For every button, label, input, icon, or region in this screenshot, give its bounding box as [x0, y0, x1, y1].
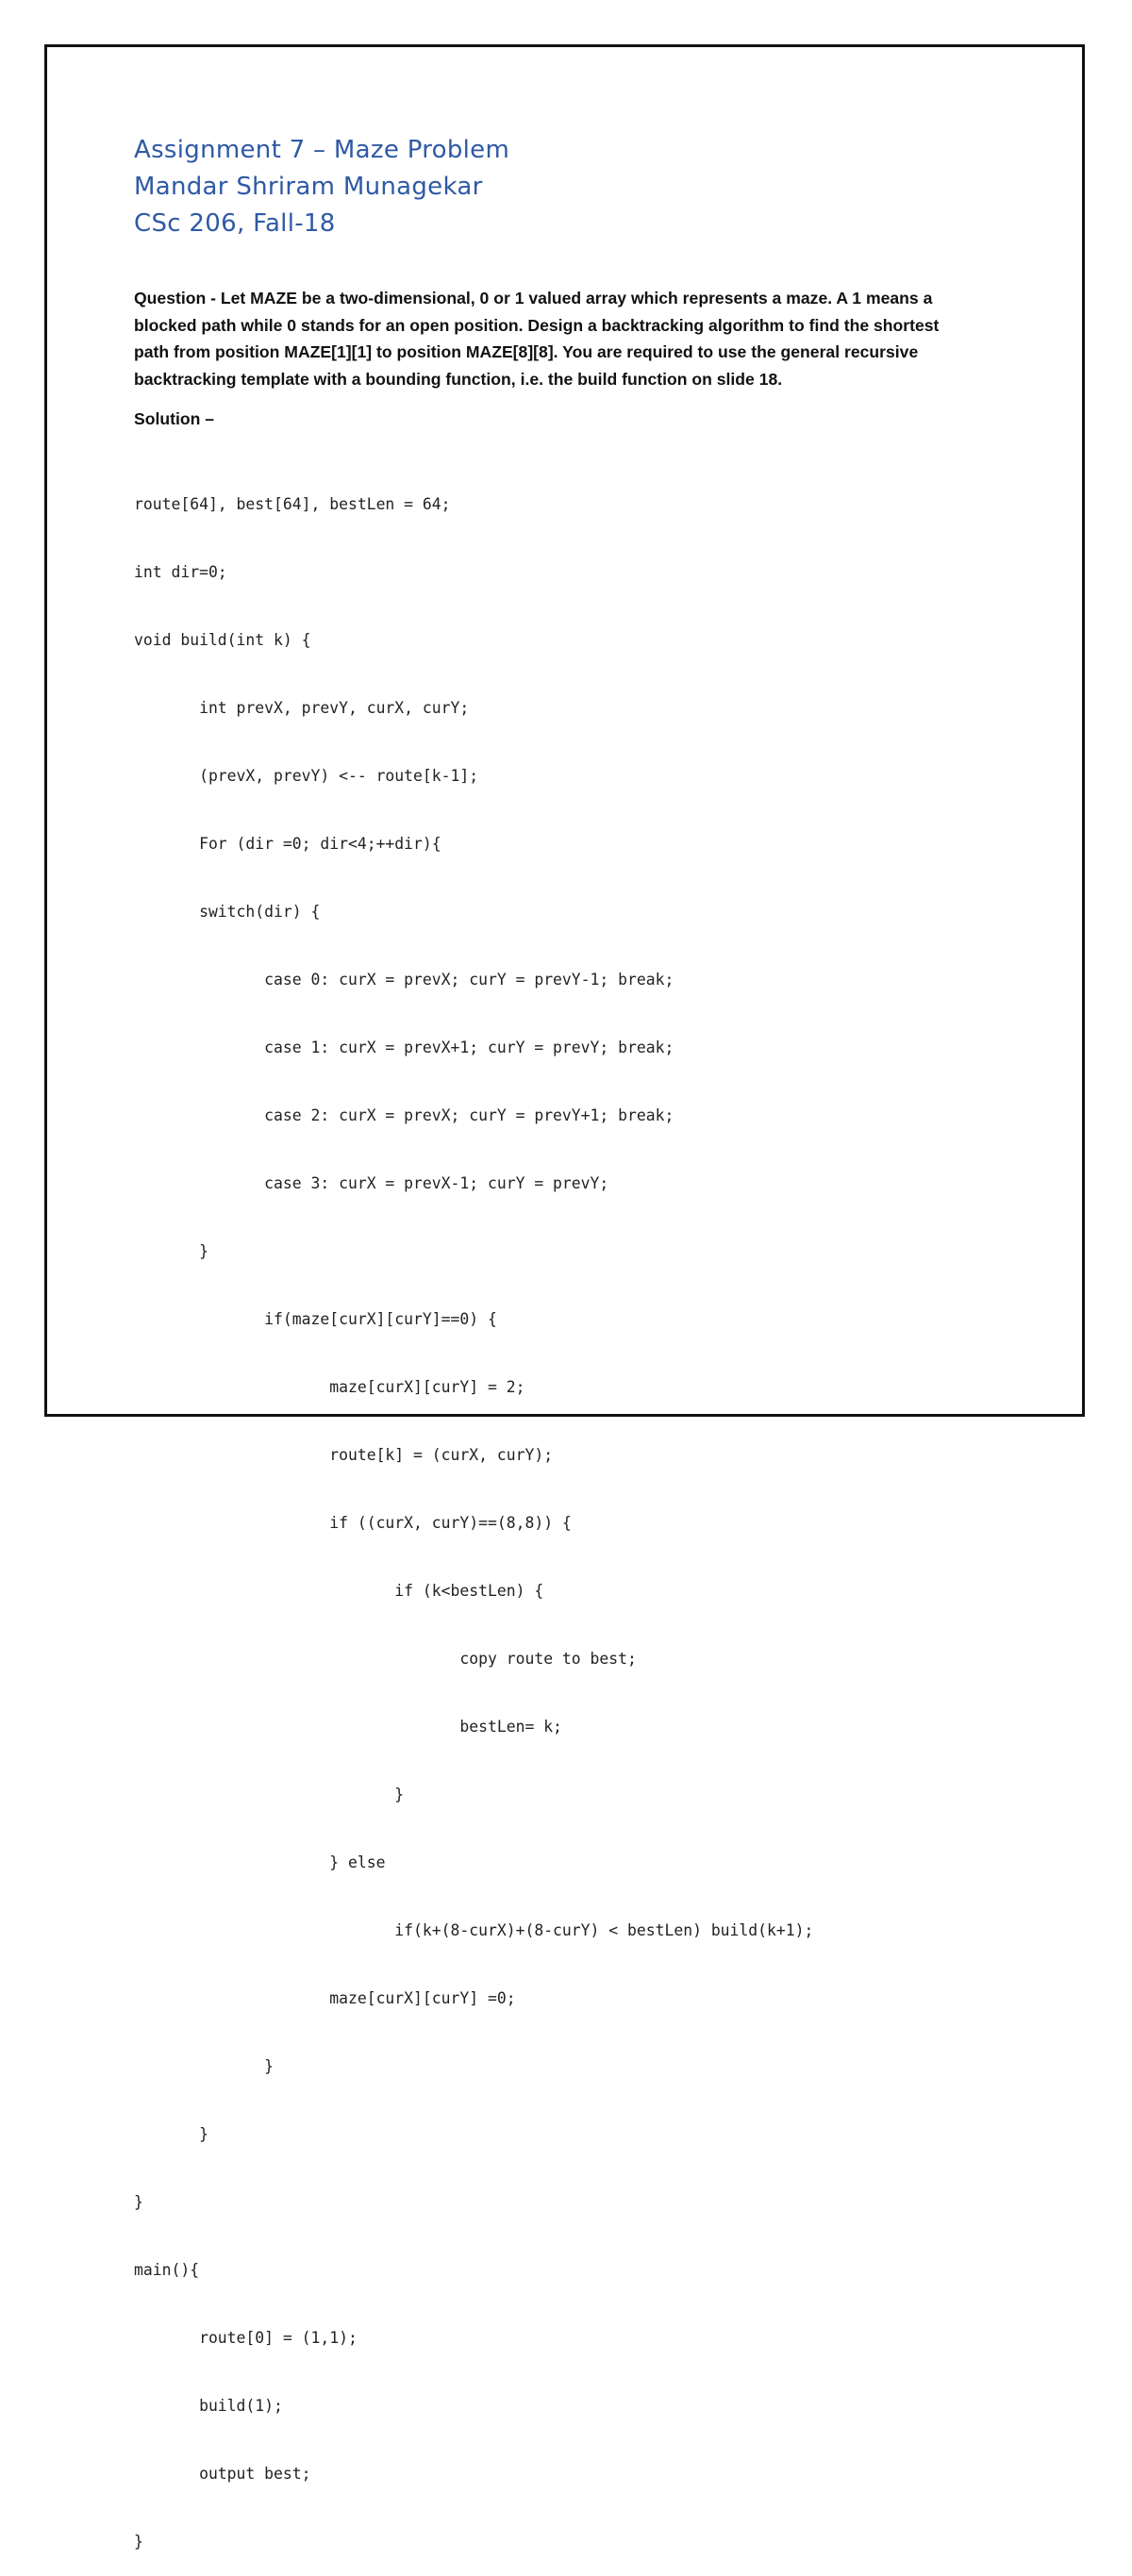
- title-assignment: Assignment 7 – Maze Problem: [134, 136, 510, 164]
- code-line: (prevX, prevY) <-- route[k-1];: [134, 767, 479, 785]
- code-line: if(maze[curX][curY]==0) {: [134, 1310, 497, 1328]
- code-line: if(k+(8-curX)+(8-curY) < bestLen) build(k+1);: [134, 1921, 814, 1939]
- code-line: main(){: [134, 2261, 200, 2279]
- question-line: Question - Let MAZE be a two-dimensional, 0 or 1 valued array which represents a maze. A 1 means a: [134, 289, 933, 307]
- code-line: case 1: curX = prevX+1; curY = prevY; break;: [134, 1039, 674, 1056]
- code-line: void build(int k) {: [134, 631, 311, 649]
- document-title: [134, 132, 509, 242]
- code-line: route[k] = (curX, curY);: [134, 1446, 554, 1464]
- code-line: case 2: curX = prevX; curY = prevY+1; break;: [134, 1106, 674, 1124]
- question-line: blocked path while 0 stands for an open position. Design a backtracking algorithm to find the shortest: [134, 315, 940, 335]
- code-line: } else: [134, 1853, 386, 1871]
- code-line: For (dir =0; dir<4;++dir){: [134, 835, 441, 853]
- code-line: maze[curX][curY] = 2;: [134, 1378, 525, 1396]
- code-line: if (k<bestLen) {: [134, 1582, 544, 1600]
- question-line: backtracking template with a bounding function, i.e. the build function on slide 18.: [134, 369, 783, 389]
- code-line: route[0] = (1,1);: [134, 2329, 358, 2347]
- code-line: switch(dir) {: [134, 903, 321, 921]
- code-line: }: [134, 2193, 143, 2211]
- code-line: output best;: [134, 2465, 311, 2483]
- question-line: path from position MAZE[1][1] to position MAZE[8][8]. You are required to use the general recursive: [134, 342, 919, 362]
- code-line: route[64], best[64], bestLen = 64;: [134, 495, 451, 513]
- code-line: case 3: curX = prevX-1; curY = prevY;: [134, 1174, 609, 1192]
- title-course: CSc 206, Fall-18: [134, 209, 336, 238]
- code-line: }: [134, 1786, 405, 1803]
- code-block: [134, 448, 813, 2576]
- code-line: if ((curX, curY)==(8,8)) {: [134, 1514, 572, 1532]
- code-line: bestLen= k;: [134, 1718, 562, 1736]
- code-line: copy route to best;: [134, 1650, 637, 1668]
- question-paragraph: [134, 285, 1002, 392]
- code-line: maze[curX][curY] =0;: [134, 1989, 516, 2007]
- code-line: }: [134, 1242, 208, 1260]
- code-line: build(1);: [134, 2397, 283, 2415]
- code-line: }: [134, 2125, 208, 2143]
- code-line: case 0: curX = prevX; curY = prevY-1; break;: [134, 971, 674, 989]
- code-line: int dir=0;: [134, 563, 227, 581]
- code-line: }: [134, 2533, 143, 2551]
- solution-heading: Solution –: [134, 409, 215, 428]
- code-line: }: [134, 2057, 275, 2075]
- code-line: int prevX, prevY, curX, curY;: [134, 699, 470, 717]
- title-author: Mandar Shriram Munagekar: [134, 173, 483, 201]
